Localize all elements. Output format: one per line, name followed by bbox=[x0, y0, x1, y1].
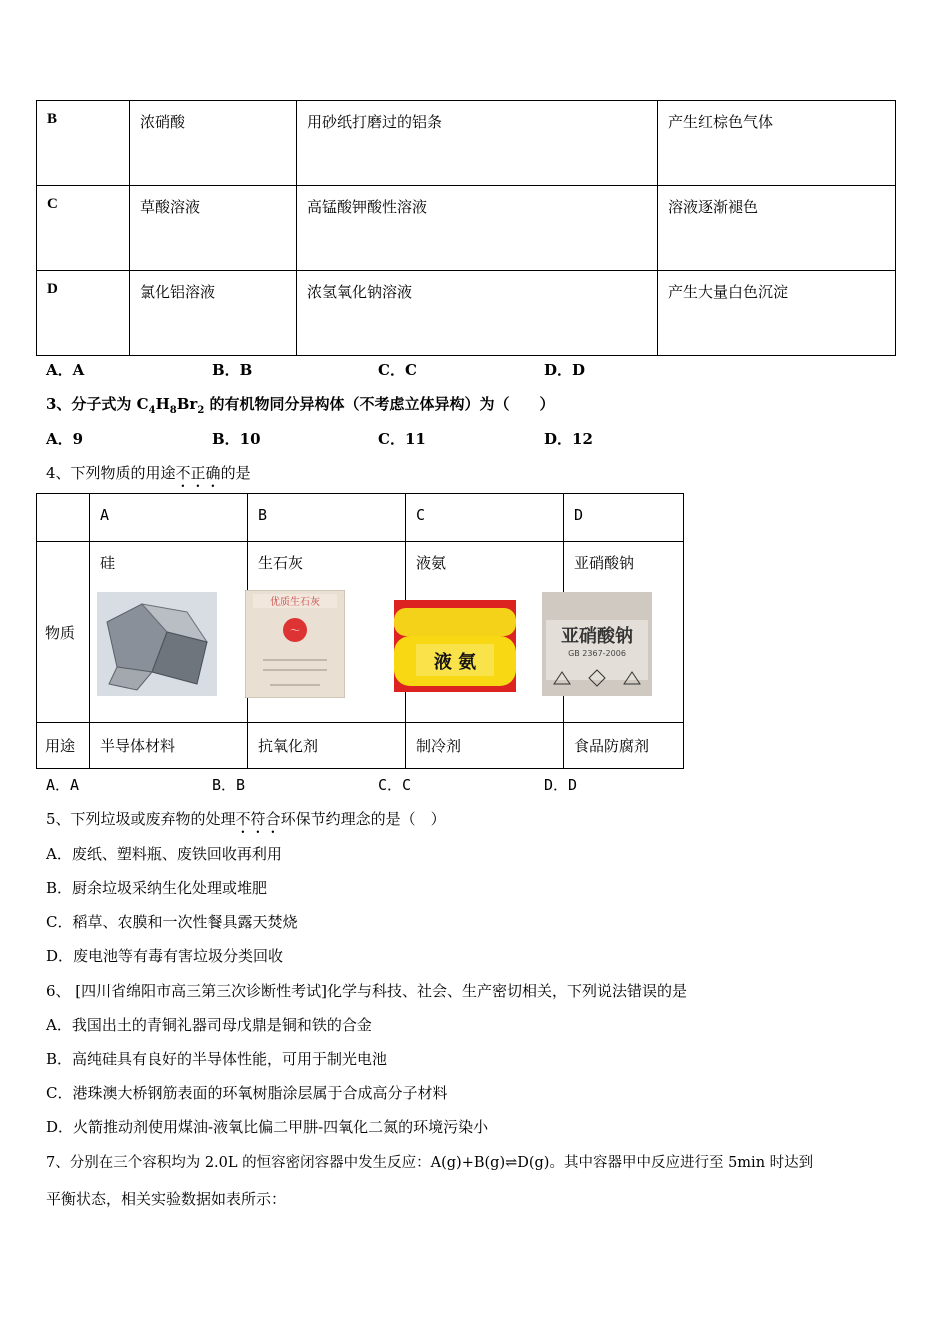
option-b[interactable]: B．B bbox=[212, 361, 253, 379]
emphasis-text: 不符合 bbox=[235, 810, 281, 828]
q5-option-a[interactable]: A．废纸、塑料瓶、废铁回收再利用 bbox=[46, 845, 282, 863]
q6-option-d[interactable]: D．火箭推动剂使用煤油-液氧比偏二甲肼-四氧化二氮的环境污染小 bbox=[46, 1118, 489, 1136]
cell-reagent-1: 氯化铝溶液 bbox=[130, 271, 297, 356]
use-a: 半导体材料 bbox=[90, 723, 248, 769]
svg-text:亚硝酸钠: 亚硝酸钠 bbox=[561, 626, 633, 647]
svg-text:液 氨: 液 氨 bbox=[433, 652, 477, 673]
cell-reagent-2: 浓氢氧化钠溶液 bbox=[297, 271, 658, 356]
material-c: 液氨 bbox=[406, 542, 564, 723]
row-label: C bbox=[37, 186, 130, 271]
cell-phenomenon: 产生大量白色沉淀 bbox=[658, 271, 896, 356]
material-d: 亚硝酸钠 bbox=[564, 542, 684, 723]
q6-stem: 6、 [四川省绵阳市高三第三次诊断性考试]化学与科技、社会、生产密切相关，下列说法错误的是 bbox=[46, 982, 688, 1000]
header-a: A bbox=[90, 494, 248, 542]
q6-option-a[interactable]: A．我国出土的青铜礼器司母戊鼎是铜和铁的合金 bbox=[46, 1016, 372, 1034]
q4-options bbox=[46, 774, 710, 795]
cell-reagent-1: 浓硝酸 bbox=[130, 101, 297, 186]
q5-option-c[interactable]: C．稻草、农膜和一次性餐具露天焚烧 bbox=[46, 913, 298, 931]
q4-stem: 4、下列物质的用途不正确的是 bbox=[46, 464, 251, 482]
quicklime-bag-image bbox=[245, 590, 345, 698]
q6-option-c[interactable]: C．港珠澳大桥钢筋表面的环氧树脂涂层属于合成高分子材料 bbox=[46, 1084, 448, 1102]
option-c[interactable]: C．C bbox=[378, 776, 412, 794]
table-row bbox=[37, 101, 896, 186]
option-d[interactable]: D．D bbox=[544, 776, 578, 794]
option-c[interactable]: C．11 bbox=[378, 430, 426, 448]
header-c: C bbox=[406, 494, 564, 542]
option-c[interactable]: C．C bbox=[378, 361, 417, 379]
svg-text:〜: 〜 bbox=[290, 626, 300, 637]
option-a[interactable]: A．9 bbox=[46, 430, 84, 448]
use-b: 抗氧化剂 bbox=[248, 723, 406, 769]
cell-reagent-1: 草酸溶液 bbox=[130, 186, 297, 271]
option-b[interactable]: B．10 bbox=[212, 430, 261, 448]
q7-stem-line-2: 平衡状态，相关实验数据如表所示： bbox=[46, 1190, 287, 1208]
silicon-image bbox=[97, 592, 217, 696]
material-b: 生石灰 bbox=[248, 542, 406, 723]
liquid-ammonia-tank-image bbox=[394, 600, 516, 692]
use-row bbox=[37, 723, 684, 769]
q2-options bbox=[46, 359, 710, 380]
cell-phenomenon: 产生红棕色气体 bbox=[658, 101, 896, 186]
option-d[interactable]: D．12 bbox=[544, 430, 593, 448]
row-label-material: 物质 bbox=[37, 542, 90, 723]
table-row bbox=[37, 271, 896, 356]
use-c: 制冷剂 bbox=[406, 723, 564, 769]
header-d: D bbox=[564, 494, 684, 542]
q3-options bbox=[46, 428, 710, 449]
q2-reagent-table bbox=[36, 100, 896, 356]
option-d[interactable]: D．D bbox=[544, 361, 586, 379]
option-a[interactable]: A．A bbox=[46, 361, 85, 379]
option-a[interactable]: A．A bbox=[46, 776, 80, 794]
row-label: B bbox=[37, 101, 130, 186]
row-label: D bbox=[37, 271, 130, 356]
q5-option-d[interactable]: D．废电池等有毒有害垃圾分类回收 bbox=[46, 947, 284, 965]
svg-text:GB 2367-2006: GB 2367-2006 bbox=[568, 649, 626, 658]
svg-text:优质生石灰: 优质生石灰 bbox=[270, 597, 320, 608]
q7-stem-line-1: 7、分别在三个容积均为 2.0L 的恒容密闭容器中发生反应：A(g)+B(g)⇌D(g)。其中容器甲中反应进行至 5min 时达到 bbox=[46, 1155, 814, 1171]
header-row bbox=[37, 494, 684, 542]
q3-stem: 3、分子式为 $C_4H_8Br_2$ 的有机物同分异构体（不考虑立体异构）为（ ） bbox=[46, 395, 555, 416]
q5-stem: 5、下列垃圾或废弃物的处理不符合环保节约理念的是（ ） bbox=[46, 810, 446, 828]
cell-phenomenon: 溶液逐渐褪色 bbox=[658, 186, 896, 271]
cell-reagent-2: 高锰酸钾酸性溶液 bbox=[297, 186, 658, 271]
cell-reagent-2: 用砂纸打磨过的铝条 bbox=[297, 101, 658, 186]
sodium-nitrite-bag-image bbox=[542, 592, 652, 696]
material-a: 硅 bbox=[90, 542, 248, 723]
emphasis-text: 不正确 bbox=[175, 464, 221, 482]
table-row bbox=[37, 186, 896, 271]
header-b: B bbox=[248, 494, 406, 542]
option-b[interactable]: B．B bbox=[212, 776, 246, 794]
q5-option-b[interactable]: B．厨余垃圾采纳生化处理或堆肥 bbox=[46, 879, 268, 897]
row-label-use: 用途 bbox=[37, 723, 90, 769]
use-d: 食品防腐剂 bbox=[564, 723, 684, 769]
q6-option-b[interactable]: B．高纯硅具有良好的半导体性能，可用于制光电池 bbox=[46, 1050, 388, 1068]
